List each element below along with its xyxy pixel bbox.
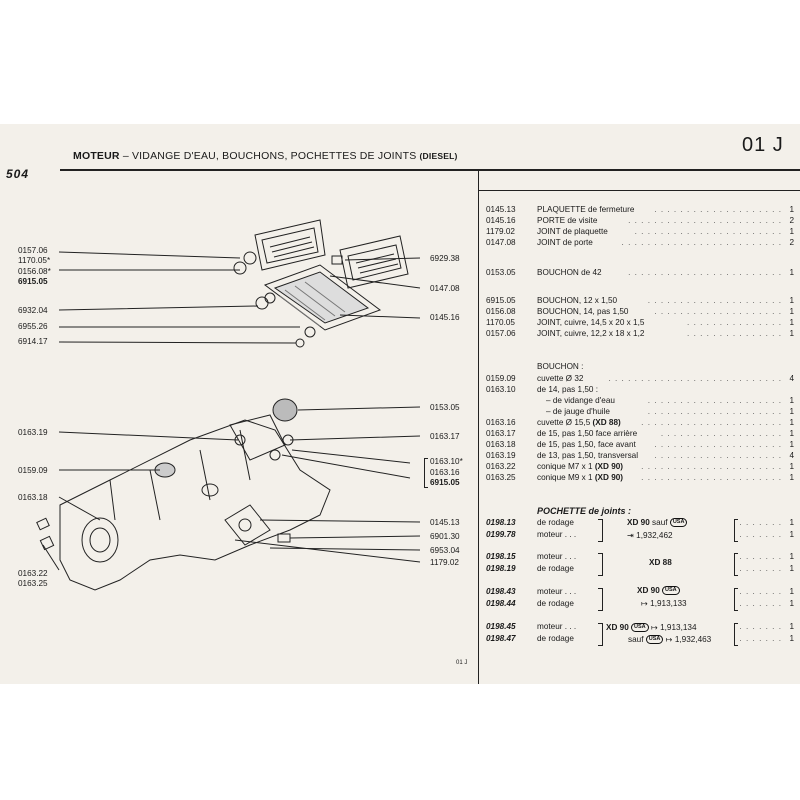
callout-label: 1170.05* (18, 256, 51, 265)
kit-serial: ↦ 1,913,133 (641, 599, 687, 608)
gasket-plate (265, 265, 380, 330)
callout-label: 0145.13 (430, 518, 460, 527)
kit-row: 0198.44 de rodage . . . . . . . 1 (486, 599, 794, 608)
kit-bracket (598, 553, 603, 576)
usa-badge: USA (662, 586, 680, 595)
parts-row: 0147.08 JOINT de porte . . . . . . . . . . . . . . . . . . . . . . . . . 2 (486, 238, 794, 247)
callout-label: 0157.06 (18, 246, 48, 255)
callout-label: 0159.09 (18, 466, 48, 475)
usa-badge: USA (670, 518, 688, 527)
kit-bracket (598, 519, 603, 542)
kit-serial: ⇥ 1,932,462 (627, 531, 673, 540)
kit-row: 0199.78 moteur . . . . . . . . . . 1 (486, 530, 794, 539)
kit-row: 0198.13 de rodage . . . . . . . 1 (486, 518, 794, 527)
kit-bracket (734, 588, 738, 611)
bouchon-heading: BOUCHON : (537, 362, 584, 371)
parts-row: 0163.22 conique M7 x 1 (XD 90) . . . . . . . . . . . . . . . . . . . . . . 1 (486, 462, 794, 471)
callout-label: 0145.16 (430, 313, 460, 322)
kit-bracket (598, 623, 603, 646)
callout-label: 1179.02 (430, 558, 459, 567)
parts-row: 0163.10 de 14, pas 1,50 : (486, 385, 598, 394)
kit-model: XD 90 USA (637, 586, 680, 595)
parts-row: – de jauge d'huile . . . . . . . . . . . . . . . . . . . . . 1 (546, 407, 794, 416)
callout-bracket (424, 458, 428, 488)
callout-label: 0163.18 (18, 493, 48, 502)
callout-label: 6901.30 (430, 532, 460, 541)
callout-label: 6915.05 (18, 277, 48, 286)
callout-label: 0163.16 (430, 468, 460, 477)
parts-row: 0163.18 de 15, pas 1,50, face avant . . . . . . . . . . . . . . . . . . . . 1 (486, 440, 794, 449)
parts-row: 6915.05 BOUCHON, 12 x 1,50 . . . . . . . . . . . . . . . . . . . . . 1 (486, 296, 794, 305)
parts-row: 0163.17 de 15, pas 1,50 face arrière . . . . . . . . . . . . . . . . . . . 1 (486, 429, 794, 438)
footer-page-number: 01 J (456, 660, 468, 666)
callout-label: 0163.22 (18, 569, 48, 578)
usa-badge: USA (646, 635, 664, 644)
page-number: 01 J (742, 134, 784, 156)
kit-row: 0198.15 moteur . . . . . . . . . . 1 (486, 552, 794, 561)
callout-label: 0156.08* (18, 267, 51, 276)
callout-label: 6915.05 (430, 478, 460, 487)
pochette-heading: POCHETTE de joints : (537, 506, 632, 516)
callout-label: 6955.26 (18, 322, 48, 331)
model-logo: 504 (6, 167, 30, 181)
parts-row: 0153.05 BOUCHON de 42 . . . . . . . . . . . . . . . . . . . . . . . . 1 (486, 268, 794, 277)
callout-label: 6932.04 (18, 306, 48, 315)
visit-door-right (340, 236, 408, 288)
parts-row: 0159.09 cuvette Ø 32 . . . . . . . . . . . . . . . . . . . . . . . . . . . 4 (486, 374, 794, 383)
callout-label: 6929.38 (430, 254, 460, 263)
parts-row: 0145.16 PORTE de visite . . . . . . . . . . . . . . . . . . . . . . . . 2 (486, 216, 794, 225)
kit-model: XD 90 sauf USA (627, 518, 687, 527)
kit-row: 0198.43 moteur . . . . . . . . . . 1 (486, 587, 794, 596)
parts-row: 1170.05 JOINT, cuivre, 14,5 x 20 x 1,5 . . . . . . . . . . . . . . . 1 (486, 318, 794, 327)
callout-label: 0147.08 (430, 284, 460, 293)
kit-bracket (734, 623, 738, 646)
kit-row: 0198.47 de rodage . . . . . . . 1 (486, 634, 794, 643)
kit-row: 0198.45 moteur . . . . . . . . . . 1 (486, 622, 794, 631)
kit-bracket (734, 553, 738, 576)
parts-row: 1179.02 JOINT de plaquette . . . . . . . . . . . . . . . . . . . . . . . 1 (486, 227, 794, 236)
parts-row: 0163.16 cuvette Ø 15,5 (XD 88) . . . . . . . . . . . . . . . . . . . . . . 1 (486, 418, 794, 427)
callout-label: 6914.17 (18, 337, 48, 346)
kit-row: 0198.19 de rodage . . . . . . . 1 (486, 564, 794, 573)
parts-row: 0156.08 BOUCHON, 14, pas 1,50 . . . . . . . . . . . . . . . . . . . . 1 (486, 307, 794, 316)
visit-door-left (255, 220, 325, 270)
kit-serial: sauf USA ↦ 1,932,463 (628, 635, 712, 644)
parts-row: 0157.06 JOINT, cuivre, 12,2 x 18 x 1,2 . . . . . . . . . . . . . . . 1 (486, 329, 794, 338)
callout-label: 0153.05 (430, 403, 460, 412)
usa-badge: USA (631, 623, 649, 632)
page-title: MOTEUR – VIDANGE D'EAU, BOUCHONS, POCHETTES DE JOINTS (DIESEL) (73, 150, 458, 162)
callout-label: 6953.04 (430, 546, 460, 555)
kit-bracket (734, 519, 738, 542)
callout-label: 0163.19 (18, 428, 48, 437)
kit-model: XD 88 (649, 558, 672, 567)
callout-label: 0163.10* (430, 457, 463, 466)
kit-model: XD 90 USA ↦ 1,913,134 (606, 623, 697, 632)
parts-row: 0145.13 PLAQUETTE de fermeture . . . . . . . . . . . . . . . . . . . . 1 (486, 205, 794, 214)
kit-bracket (598, 588, 603, 611)
parts-row: 0163.19 de 13, pas 1,50, transversal . . . . . . . . . . . . . . . . . . . . 4 (486, 451, 794, 460)
parts-row: 0163.25 conique M9 x 1 (XD 90) . . . . . . . . . . . . . . . . . . . . . . 1 (486, 473, 794, 482)
callout-label: 0163.25 (18, 579, 48, 588)
callout-label: 0163.17 (430, 432, 460, 441)
parts-row: – de vidange d'eau . . . . . . . . . . . . . . . . . . . . . 1 (546, 396, 794, 405)
